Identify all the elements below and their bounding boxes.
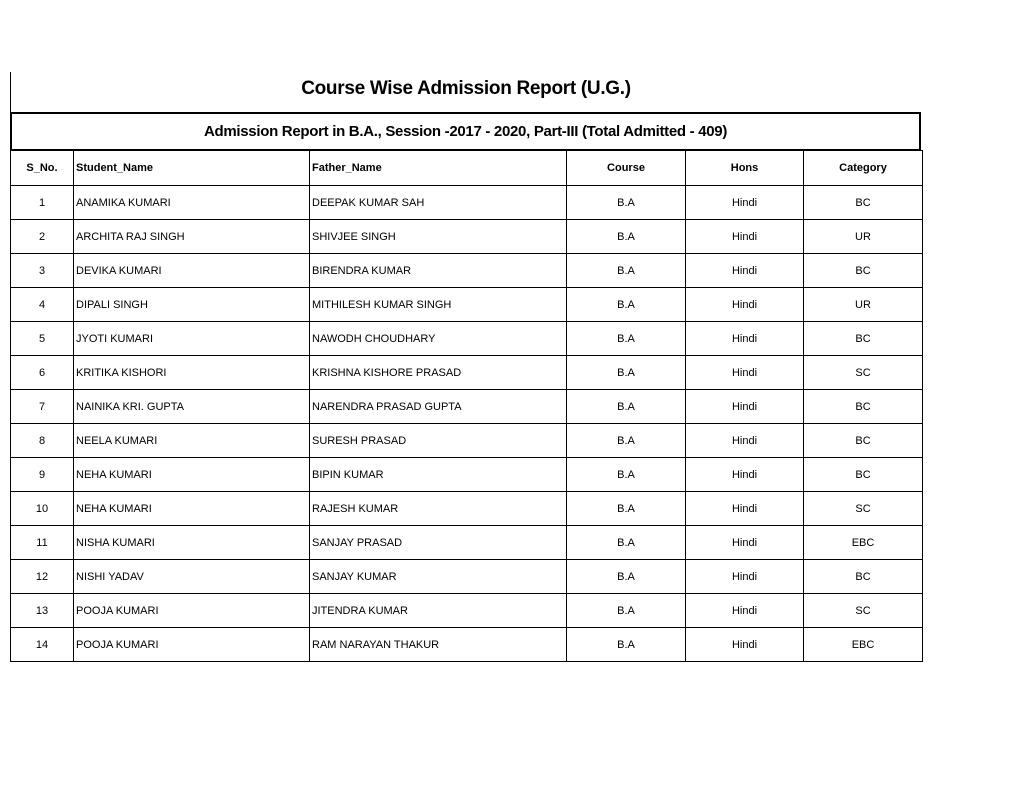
cell-father-name: JITENDRA KUMAR (310, 594, 567, 628)
cell-category: SC (804, 594, 923, 628)
cell-father-name: RAM NARAYAN THAKUR (310, 628, 567, 662)
cell-student-name: JYOTI KUMARI (74, 322, 310, 356)
cell-father-name: NARENDRA PRASAD GUPTA (310, 390, 567, 424)
cell-category: BC (804, 322, 923, 356)
table-row (11, 594, 923, 628)
cell-course: B.A (567, 526, 686, 560)
cell-s-no: 12 (11, 560, 74, 594)
cell-hons: Hindi (686, 424, 804, 458)
cell-hons: Hindi (686, 628, 804, 662)
table-row (11, 458, 923, 492)
cell-category: BC (804, 424, 923, 458)
cell-hons: Hindi (686, 254, 804, 288)
cell-s-no: 10 (11, 492, 74, 526)
cell-course: B.A (567, 322, 686, 356)
cell-course: B.A (567, 458, 686, 492)
table-row (11, 560, 923, 594)
cell-course: B.A (567, 390, 686, 424)
cell-course: B.A (567, 220, 686, 254)
cell-s-no: 5 (11, 322, 74, 356)
cell-hons: Hindi (686, 322, 804, 356)
cell-student-name: NISHA KUMARI (74, 526, 310, 560)
cell-s-no: 13 (11, 594, 74, 628)
cell-hons: Hindi (686, 560, 804, 594)
cell-s-no: 3 (11, 254, 74, 288)
column-header-hons: Hons (686, 151, 804, 186)
cell-student-name: KRITIKA KISHORI (74, 356, 310, 390)
cell-father-name: RAJESH KUMAR (310, 492, 567, 526)
cell-father-name: DEEPAK KUMAR SAH (310, 186, 567, 220)
cell-student-name: NAINIKA KRI. GUPTA (74, 390, 310, 424)
cell-father-name: SANJAY KUMAR (310, 560, 567, 594)
cell-course: B.A (567, 560, 686, 594)
cell-category: EBC (804, 628, 923, 662)
cell-father-name: KRISHNA KISHORE PRASAD (310, 356, 567, 390)
cell-course: B.A (567, 288, 686, 322)
cell-category: SC (804, 356, 923, 390)
cell-course: B.A (567, 356, 686, 390)
cell-father-name: BIRENDRA KUMAR (310, 254, 567, 288)
cell-hons: Hindi (686, 288, 804, 322)
cell-father-name: BIPIN KUMAR (310, 458, 567, 492)
report-subtitle (10, 112, 921, 150)
cell-course: B.A (567, 186, 686, 220)
cell-s-no: 9 (11, 458, 74, 492)
cell-hons: Hindi (686, 594, 804, 628)
cell-course: B.A (567, 594, 686, 628)
cell-category: SC (804, 492, 923, 526)
cell-course: B.A (567, 254, 686, 288)
cell-student-name: DIPALI SINGH (74, 288, 310, 322)
cell-father-name: SANJAY PRASAD (310, 526, 567, 560)
column-header-student-name: Student_Name (74, 151, 310, 186)
cell-s-no: 6 (11, 356, 74, 390)
cell-student-name: NEHA KUMARI (74, 458, 310, 492)
cell-student-name: NEELA KUMARI (74, 424, 310, 458)
cell-category: EBC (804, 526, 923, 560)
table-row (11, 492, 923, 526)
table-row (11, 288, 923, 322)
admission-table (10, 150, 923, 662)
cell-hons: Hindi (686, 356, 804, 390)
cell-category: BC (804, 254, 923, 288)
cell-s-no: 4 (11, 288, 74, 322)
cell-category: UR (804, 220, 923, 254)
cell-student-name: POOJA KUMARI (74, 628, 310, 662)
cell-category: BC (804, 390, 923, 424)
cell-s-no: 1 (11, 186, 74, 220)
table-row (11, 526, 923, 560)
table-row (11, 424, 923, 458)
cell-student-name: NISHI YADAV (74, 560, 310, 594)
cell-course: B.A (567, 492, 686, 526)
report-title: Course Wise Admission Report (U.G.) (301, 78, 631, 99)
column-header-course: Course (567, 151, 686, 186)
table-body (11, 186, 923, 662)
cell-category: BC (804, 458, 923, 492)
cell-s-no: 11 (11, 526, 74, 560)
column-header-father-name: Father_Name (310, 151, 567, 186)
table-row (11, 220, 923, 254)
cell-s-no: 7 (11, 390, 74, 424)
table-row (11, 628, 923, 662)
cell-s-no: 2 (11, 220, 74, 254)
cell-father-name: SHIVJEE SINGH (310, 220, 567, 254)
cell-hons: Hindi (686, 492, 804, 526)
cell-course: B.A (567, 424, 686, 458)
cell-hons: Hindi (686, 390, 804, 424)
column-header-category: Category (804, 151, 923, 186)
table-header-row (11, 151, 923, 186)
cell-s-no: 14 (11, 628, 74, 662)
cell-father-name: SURESH PRASAD (310, 424, 567, 458)
cell-student-name: NEHA KUMARI (74, 492, 310, 526)
cell-category: BC (804, 186, 923, 220)
cell-student-name: ARCHITA RAJ SINGH (74, 220, 310, 254)
cell-father-name: MITHILESH KUMAR SINGH (310, 288, 567, 322)
cell-s-no: 8 (11, 424, 74, 458)
cell-hons: Hindi (686, 186, 804, 220)
table-row (11, 254, 923, 288)
table-row (11, 186, 923, 220)
cell-father-name: NAWODH CHOUDHARY (310, 322, 567, 356)
cell-hons: Hindi (686, 458, 804, 492)
table-row (11, 390, 923, 424)
table-row (11, 322, 923, 356)
report-subtitle-text: Admission Report in B.A., Session -2017 - 2020, Part-III (Total Admitted - 409) (203, 123, 728, 140)
column-header-s-no: S_No. (11, 151, 74, 186)
cell-category: UR (804, 288, 923, 322)
cell-hons: Hindi (686, 220, 804, 254)
cell-student-name: ANAMIKA KUMARI (74, 186, 310, 220)
cell-hons: Hindi (686, 526, 804, 560)
cell-student-name: DEVIKA KUMARI (74, 254, 310, 288)
cell-category: BC (804, 560, 923, 594)
cell-student-name: POOJA KUMARI (74, 594, 310, 628)
cell-course: B.A (567, 628, 686, 662)
table-row (11, 356, 923, 390)
